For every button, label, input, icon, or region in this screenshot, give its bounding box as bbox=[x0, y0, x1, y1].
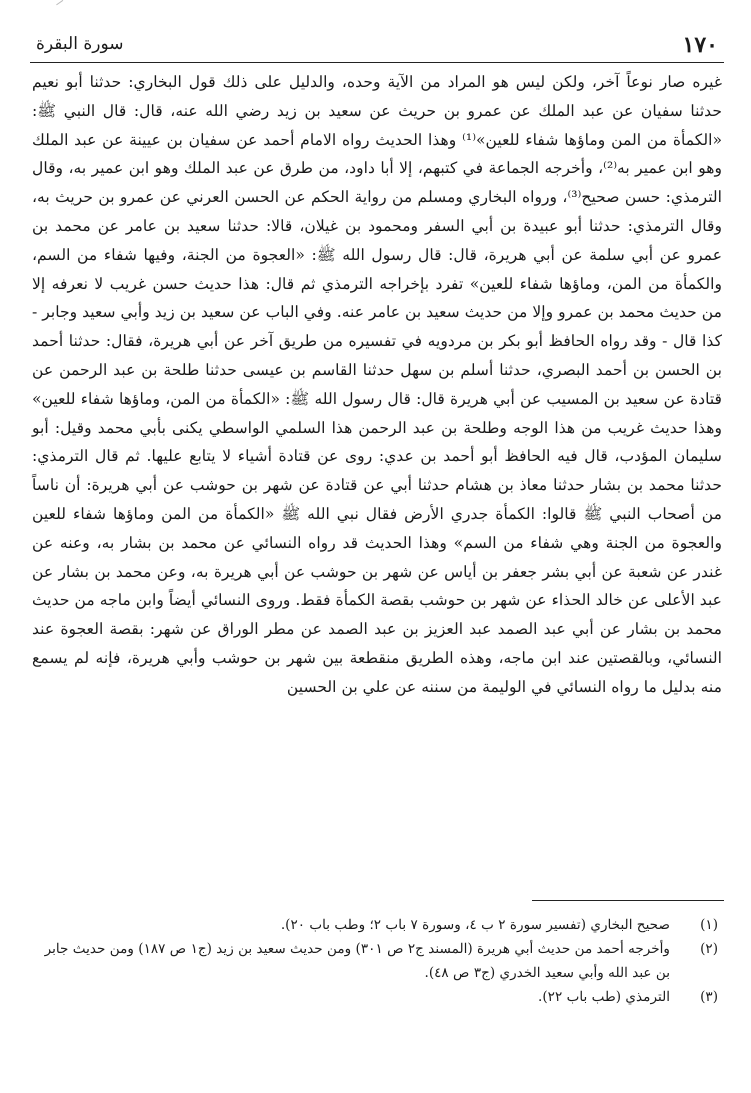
footnote-text: صحيح البخاري (تفسير سورة ٢ ب ٤، وسورة ٧ باب ٢؛ وطب باب ٢٠). bbox=[280, 917, 670, 933]
footnote-number: (٣) bbox=[700, 989, 718, 1005]
footnote-text: وأخرجه أحمد من حديث أبي هريرة (المسند ج٢ ص ٣٠١) ومن حديث سعيد بن زيد (ج١ ص ١٨٧) ومن حديث جابر بن عبد الله وأبي سعيد الخدري (ج٣ ص ٤٨). bbox=[44, 941, 670, 981]
book-page bbox=[30, 28, 724, 1078]
footnote-text: الترمذي (طب باب ٢٢). bbox=[538, 989, 670, 1005]
footnote-number: (٢) bbox=[700, 941, 718, 957]
page-header bbox=[30, 28, 724, 63]
footnote-number: (١) bbox=[700, 917, 718, 933]
main-text bbox=[30, 68, 724, 702]
running-title: سورة البقرة bbox=[36, 34, 124, 54]
body-paragraph: غيره صار نوعاً آخر، ولكن ليس هو المراد من الآية وحده، والدليل على ذلك قول البخاري: حدثنا أبو نعيم حدثنا سفيان عن عبد الملك عن عمرو بن حريث عن سعيد بن زيد رضي الله عنه، قال: قال النبي ﷺ: «الكمأة من المن وماؤها شفاء للعين»⁽¹⁾ وهذا الحديث رواه الامام أحمد عن سفيان بن عيينة عن عبد الملك وهو ابن عمير به⁽²⁾، وأخرجه الجماعة في كتبهم، إلا أبا داود، من طرق عن عبد الملك وهو ابن عمير به، وقال الترمذي: حسن صحيح⁽³⁾، ورواه البخاري ومسلم من رواية الحكم عن الحسن العرني عن عمرو بن حريث به، وقال الترمذي: حدثنا أبو عبيدة بن أبي السفر ومحمود بن غيلان، قالا: حدثنا سعيد بن عامر عن محمد بن عمرو عن أبي سلمة عن أبي هريرة، قال: قال رسول الله ﷺ: «العجوة من الجنة، وفيها شفاء من السم، والكمأة من المن، وماؤها شفاء للعين» تفرد بإخراجه الترمذي ثم قال: هذا حديث حسن غريب لا نعرفه إلا من حديث محمد بن عمرو وإلا من حديث سعيد بن عامر عنه. وفي الباب عن سعيد بن زيد وأبي سعيد وجابر - كذا قال - وقد رواه الحافظ أبو بكر بن مردويه في تفسيره من طريق آخر عن أبي هريرة، فقال: حدثنا أحمد بن الحسن بن أحمد البصري، حدثنا أسلم بن سهل حدثنا القاسم بن عيسى حدثنا طلحة بن عبد الرحمن عن قتادة عن سعيد بن المسيب عن أبي هريرة قال: قال رسول الله ﷺ: «الكمأة من المن، وماؤها شفاء للعين» وهذا حديث غريب من هذا الوجه وطلحة بن عبد الرحمن هذا السلمي الواسطي يكنى بأبي محمد وقيل: أبو سليمان المؤدب، قال فيه الحافظ أبو أحمد بن عدي: روى عن قتادة أشياء لا يتابع عليها. ثم قال الترمذي: حدثنا محمد بن بشار حدثنا معاذ بن هشام حدثنا أبي عن قتادة عن شهر بن حوشب عن أبي هريرة: أن ناساً من أصحاب النبي ﷺ قالوا: الكمأة جدري الأرض فقال نبي الله ﷺ «الكمأة من المن وماؤها شفاء للعين والعجوة من الجنة وهي شفاء من السم» وهذا الحديث قد رواه النسائي عن محمد بن بشار به، وعنه عن غندر عن شعبة عن أبي بشر جعفر بن أياس عن شهر بن حوشب عن أبي هريرة به، وعن محمد بن بشار عن عبد الأعلى عن خالد الحذاء عن شهر بن حوشب بقصة الكمأة فقط. وروى النسائي أيضاً وابن ماجه من حديث محمد بن بشار عن أبي عبد الصمد عبد العزيز بن عبد الصمد عن مطر الوراق عن شهر: بقصة العجوة عند النسائي، وبالقصتين عند ابن ماجه، وهذه الطريق منقطعة بين شهر بن حوشب وأبي هريرة، فإنه لم يسمع منه بدليل ما رواه النسائي في الوليمة من سننه عن علي بن الحسين bbox=[32, 73, 722, 696]
footnote-3 bbox=[30, 985, 724, 1009]
footnote-divider bbox=[532, 900, 724, 901]
footnote-1 bbox=[30, 913, 724, 937]
scan-mark bbox=[56, 0, 64, 6]
page-number: ١٧٠ bbox=[682, 32, 718, 58]
footnote-2 bbox=[30, 937, 724, 985]
footnotes bbox=[30, 913, 724, 1009]
